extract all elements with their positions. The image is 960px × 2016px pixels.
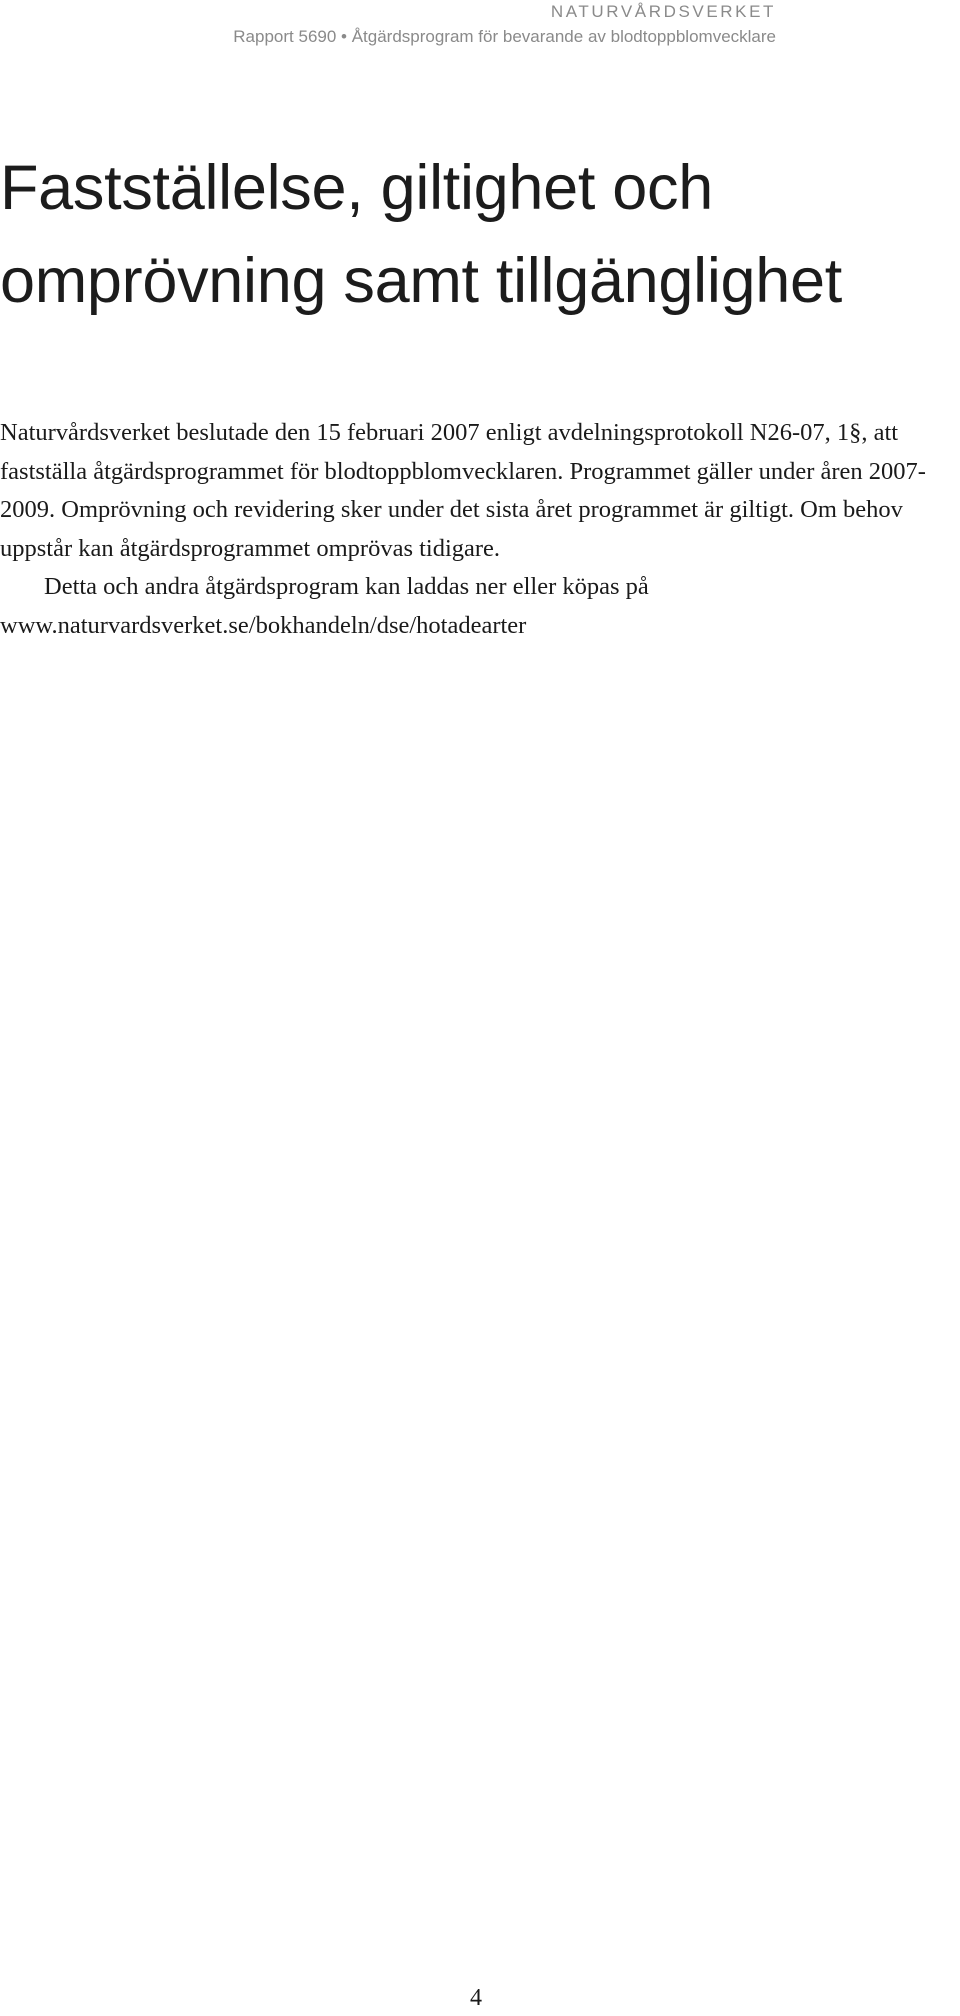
paragraph-availability: Detta och andra åtgärdsprogram kan laddas ner eller köpas på www.naturvardsverket.se/bokhandeln/dse/hotadearter (0, 573, 649, 639)
page-title (0, 142, 960, 328)
body-text (0, 414, 940, 645)
header-report-line: Rapport 5690 • Åtgärdsprogram för bevarande av blodtoppblomvecklare (233, 27, 776, 46)
paragraph-decision: Naturvårdsverket beslutade den 15 februari 2007 enligt avdelningsprotokoll N26-07, 1§, att fastställa åtgärdsprogrammet för blodtoppblomvecklaren. Programmet gäller under åren 2007-2009. Omprövning och revidering sker under det sista året programmet är giltigt. Om behov uppstår kan åtgärdsprogrammet omprövas tidigare. (0, 419, 926, 562)
running-header (233, 0, 776, 48)
header-organization: NATURVÅRDSVERKET (550, 2, 776, 21)
page-number: 4 (470, 1985, 482, 2011)
page-title-line-1: Fastställelse, giltighet och (0, 153, 713, 223)
page-title-line-2: omprövning samt tillgänglighet (0, 246, 842, 316)
